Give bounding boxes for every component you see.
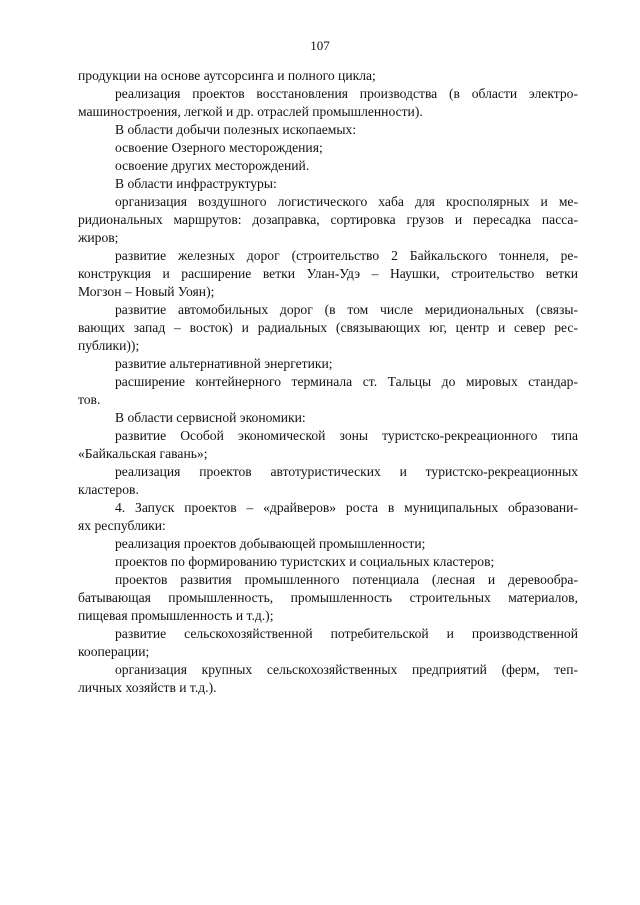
text-line: ях республики:	[78, 518, 166, 533]
text-line: 4. Запуск проектов – «драйверов» роста в муниципальных образовани-	[115, 500, 578, 515]
text-line: развитие железных дорог (строительство 2 Байкальского тоннеля, ре-	[115, 248, 578, 263]
text-line: В области добычи полезных ископаемых:	[115, 122, 357, 137]
text-line: кластеров.	[78, 482, 139, 497]
text-line: публики));	[78, 338, 140, 353]
text-line: продукции на основе аутсорсинга и полного цикла;	[78, 68, 376, 83]
text-line: вающих запад – восток) и радиальных (связывающих юг, центр и север рес-	[78, 320, 578, 335]
text-line: развитие автомобильных дорог (в том числе меридиональных (связы-	[115, 302, 578, 317]
text-line: развитие Особой экономической зоны туристско-рекреационного типа	[115, 428, 578, 443]
text-line: В области инфраструктуры:	[115, 176, 277, 191]
text-line: организация крупных сельскохозяйственных предприятий (ферм, теп-	[115, 662, 578, 677]
text-line: освоение Озерного месторождения;	[115, 140, 323, 155]
text-line: кооперации;	[78, 644, 150, 659]
text-line: тов.	[78, 392, 101, 407]
text-line: проектов развития промышленного потенциала (лесная и деревообра-	[115, 572, 578, 587]
text-line: батывающая промышленность, промышленность строительных материалов,	[78, 590, 578, 605]
text-line: жиров;	[78, 230, 119, 245]
page-number: 107	[310, 38, 330, 53]
text-line: личных хозяйств и т.д.).	[78, 680, 217, 695]
text-line: проектов по формированию туристских и социальных кластеров;	[115, 554, 495, 569]
text-line: организация воздушного логистического хаба для кросполярных и ме-	[115, 194, 578, 209]
text-line: ридиональных маршрутов: дозаправка, сортировка грузов и пересадка пасса-	[78, 212, 578, 227]
text-line: реализация проектов восстановления производства (в области электро-	[115, 86, 578, 101]
text-line: реализация проектов автотуристических и туристско-рекреационных	[115, 464, 578, 479]
text-line: расширение контейнерного терминала ст. Тальцы до мировых стандар-	[115, 374, 578, 389]
text-line: развитие сельскохозяйственной потребительской и производственной	[115, 626, 578, 641]
text-line: машиностроения, легкой и др. отраслей промышленности).	[78, 104, 423, 119]
text-line: реализация проектов добывающей промышленности;	[115, 536, 426, 551]
body-text	[78, 67, 578, 697]
text-line: освоение других месторождений.	[115, 158, 310, 173]
text-line: «Байкальская гавань»;	[78, 446, 208, 461]
text-line: пищевая промышленность и т.д.);	[78, 608, 274, 623]
text-line: развитие альтернативной энергетики;	[115, 356, 333, 371]
text-line: Могзон – Новый Уоян);	[78, 284, 215, 299]
text-line: В области сервисной экономики:	[115, 410, 306, 425]
text-line: конструкция и расширение ветки Улан-Удэ – Наушки, строительство ветки	[78, 266, 578, 281]
